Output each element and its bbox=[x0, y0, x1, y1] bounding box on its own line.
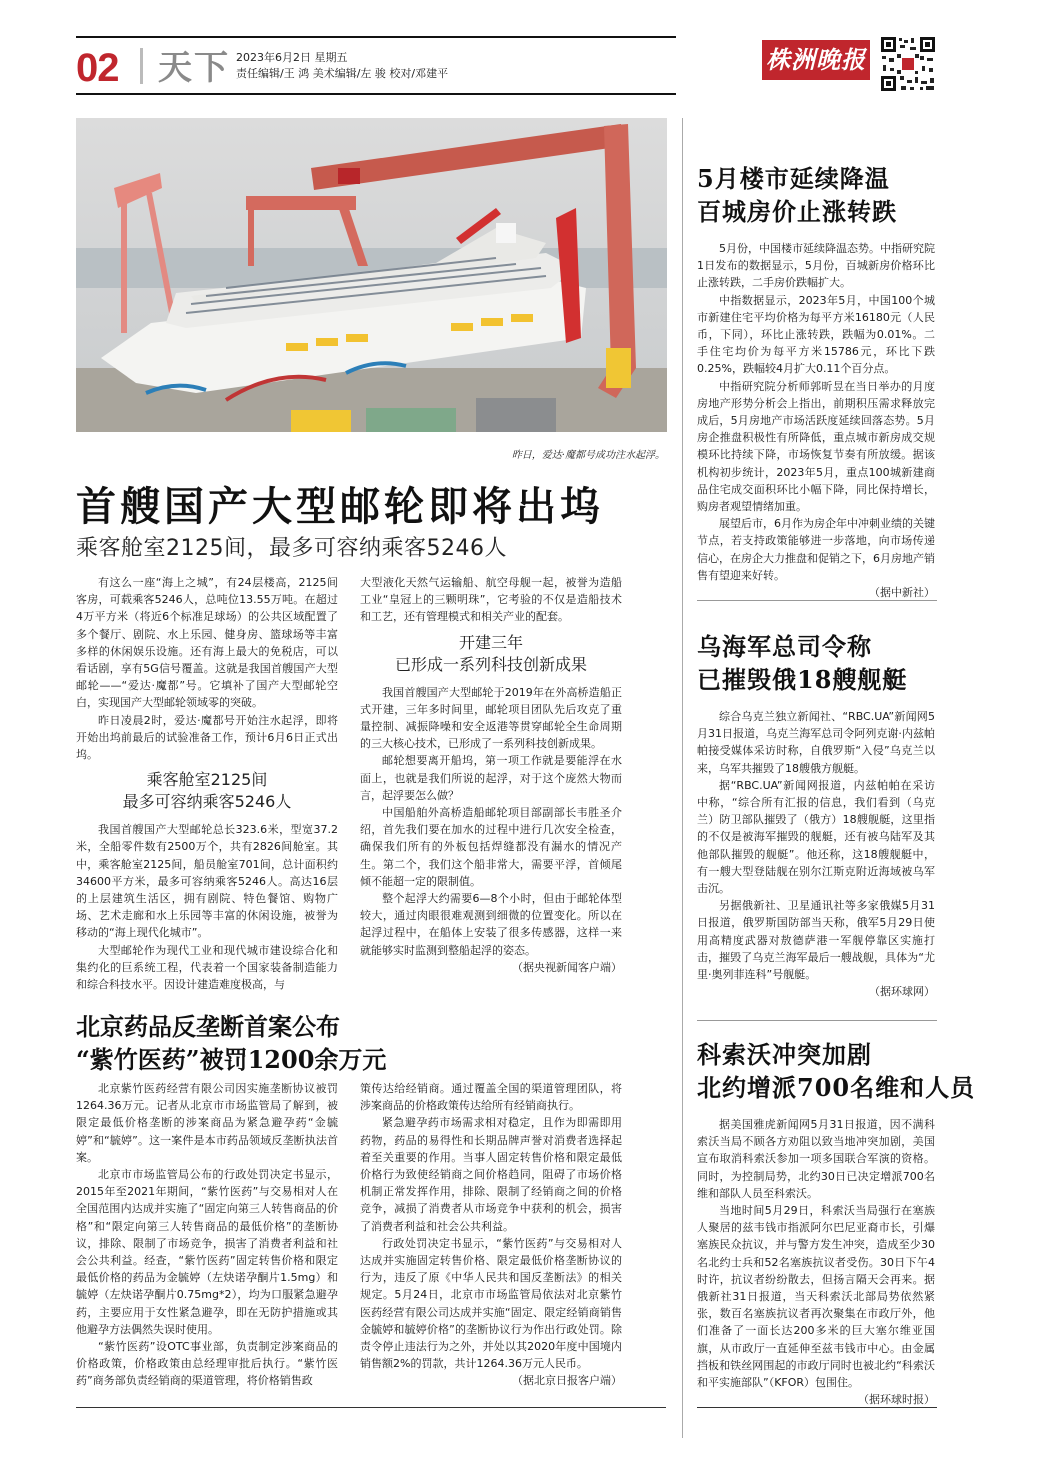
paragraph: 据“RBC.UA”新闻网报道，内兹帕帕在采访中称，“综合所有汇报的信息，我们看到（乌克兰）防卫部队摧毁了（俄方）18艘舰艇，这里指的不仅是被海军摧毁的舰艇，还有被乌陆军及其他部队摧毁的舰艇”。他还称，这18艘舰艇中，有一艘大型登陆舰在别尔江斯克附近海域被乌军击沉。 bbox=[697, 778, 935, 896]
cruise-ship-photo bbox=[76, 118, 667, 432]
section-divider bbox=[697, 1020, 937, 1021]
headline-line: 北约增派700名维和人员 bbox=[697, 1073, 976, 1102]
lead-subhead-1 bbox=[76, 769, 338, 813]
source-credit: （据北京日报客户端） bbox=[512, 1374, 622, 1388]
subhead-line: 最多可容纳乘客5246人 bbox=[122, 792, 292, 812]
headline-line: 北京药品反垄断首案公布 bbox=[76, 1012, 340, 1041]
source-credit: （据环球时报） bbox=[858, 1393, 935, 1407]
headline-line: 乌海军总司令称 bbox=[697, 632, 872, 661]
lead-headline: 首艘国产大型邮轮即将出坞 bbox=[76, 484, 604, 530]
source-credit: （据环球网） bbox=[869, 985, 935, 999]
paragraph: 综合乌克兰独立新闻社、“RBC.UA”新闻网5月31日报道，乌克兰海军总司令阿列克谢·内兹帕帕接受媒体采访时称，自俄罗斯“入侵”乌克兰以来，乌军共摧毁了18艘俄方舰艇。 bbox=[697, 710, 935, 775]
newspaper-logo: 株洲晚报 bbox=[762, 40, 870, 80]
subhead-line: 已形成一系列科技创新成果 bbox=[394, 654, 587, 674]
qr-code-icon bbox=[880, 36, 936, 92]
paragraph: 另据俄新社、卫星通讯社等多家俄媒5月31日报道，俄罗斯国防部当天称，俄军5月29日使用高精度武器对敖德萨港一军舰停靠区实施打击，摧毁了乌克兰海军最后一艘战舰，具体为“尤里·奥列菲连科”号舰艇。 bbox=[697, 899, 935, 982]
paragraph: 当地时间5月29日，科索沃当局强行在塞族人聚居的兹韦钱市指派阿尔巴尼亚裔市长，引爆塞族民众抗议，并与警方发生冲突，造成至少30名北约士兵和52名塞族抗议者受伤。30日下午4时许，抗议者纷纷散去，但扬言隔天会再来。据俄新社31日报道，当天科索沃北部局势依然紧张，数百名塞族抗议者再次聚集在市政厅外，他们准备了一面长达200多米的巨大塞尔维亚国旗，从市政厅一直延伸至兹韦钱市中心。由金属挡板和铁丝网围起的市政厅同时也被北约“科索沃和平实施部队”（KFOR）包围住。 bbox=[697, 1204, 935, 1390]
paragraph: 我国首艘国产大型邮轮于2019年在外高桥造船正式开建，三年多时间里，邮轮项目团队先后攻克了重量控制、减振降噪和安全返港等贯穿邮轮全生命周期的三大核心技术，已形成了一系列科技创新成果。 bbox=[360, 685, 622, 751]
paragraph: “紫竹医药”设OTC事业部，负责制定涉案商品的价格政策，价格政策由总经理审批后执行。“紫竹医药”商务部负责经销商的渠道管理，将价格销售政 bbox=[76, 1340, 338, 1388]
paragraph: 展望后市，6月作为房企年中冲刺业绩的关键节点，若支持政策能够进一步落地，向市场传递信心，在房企大力推盘和促销之下，6月房地产销售有望迎来好转。 bbox=[697, 517, 935, 582]
paragraph: 行政处罚决定书显示，“紫竹医药”与交易相对人达成并实施固定转售价格、限定最低价格垄断协议的行为，违反了原《中华人民共和国反垄断法》的相关规定。5月24日，北京市市场监管局依法对北京紫竹医药经营有限公司达成并实施“固定、限定经销商销售金毓婷和毓婷价格”的垄断协议行为作出行政处罚。除责令停止违法行为之外，并处以其2020年度中国境内销售额2%的罚款，共计1264.36万元人民币。 bbox=[360, 1236, 622, 1371]
masthead-top-rule bbox=[76, 36, 676, 38]
source-credit: （据中新社） bbox=[869, 586, 935, 600]
paragraph: 昨日凌晨2时，爱达·魔都号开始注水起浮，即将开始出坞前最后的试验准备工作，预计6月6日正式出坞。 bbox=[76, 713, 338, 762]
headline-line: 已摧毁俄18艘舰艇 bbox=[697, 665, 908, 694]
bottom-rule-right bbox=[697, 1407, 937, 1408]
masthead-meta bbox=[236, 50, 448, 82]
paragraph: 中国船舶外高桥造船邮轮项目部副部长韦胜圣介绍，首先我们要在加水的过程中进行几次安全检查，确保我们所有的外板包括焊缝都没有漏水的情况产生。第二个，我们这个船非常大，需要平浮，首倾尾倾不能超一定的限制值。 bbox=[360, 806, 622, 888]
section-divider bbox=[697, 600, 937, 601]
paragraph: 大型邮轮作为现代工业和现代城市建设综合化和集约化的巨系统工程，代表着一个国家装备制造能力和综合科技水平。因设计建造难度极高，与 bbox=[76, 943, 338, 992]
paragraph: 邮轮想要离开船坞，第一项工作就是要能浮在水面上，也就是我们所说的起浮，对于这个庞然大物而言，起浮要怎么做？ bbox=[360, 754, 622, 802]
lead-story-column-2 bbox=[360, 574, 622, 976]
lead-subheadline: 乘客舱室2125间，最多可容纳乘客5246人 bbox=[76, 536, 507, 561]
photo-caption: 昨日，爱达·魔都号成功注水起浮。 bbox=[511, 450, 665, 461]
issue-date: 2023年6月2日 星期五 bbox=[236, 51, 348, 64]
headline-line: 科索沃冲突加剧 bbox=[697, 1040, 872, 1069]
paragraph: 策传达给经销商。通过覆盖全国的渠道管理团队，将涉案商品的价格政策传达给所有经销商执行。 bbox=[360, 1082, 622, 1113]
headline-line: 百城房价止涨转跌 bbox=[697, 197, 897, 226]
beijing-headline bbox=[76, 1010, 386, 1076]
subhead-line: 乘客舱室2125间 bbox=[146, 770, 268, 790]
source-credit: （据央视新闻客户端） bbox=[512, 960, 622, 974]
section-title: 天下 bbox=[158, 48, 230, 88]
lead-story-column-1 bbox=[76, 574, 338, 993]
paragraph: 北京市市场监管局公布的行政处罚决定书显示，2015年至2021年期间，“紫竹医药”与交易相对人在全国范围内达成并实施了“固定向第三人转售商品的价格”和“限定向第三人转售商品的最低价格”的垄断协议，排除、限制了市场竞争，损害了消费者利益和社会公共利益。经查，“紫竹医药”固定转售价格和限定最低价格的药品为金毓婷（左炔诺孕酮片1.5mg）和毓婷（左炔诺孕酮片0.75mg*2），均为口服紧急避孕药，主要应用于女性紧急避孕，即在无防护措施或其他避孕方法偶然失误时使用。 bbox=[76, 1168, 338, 1336]
paragraph: 紧急避孕药市场需求相对稳定，且作为即需即用药物，药品的易得性和长期品牌声誉对消费者选择起着至关重要的作用。当事人固定转售价格和限定最低价格行为致使经销商之间价格趋同，阻碍了市场价格机制正常发挥作用，排除、限制了经销商之间的价格竞争，减损了消费者从市场竞争中获利的机会，损害了消费者利益和社会公共利益。 bbox=[360, 1116, 622, 1233]
bottom-rule-left bbox=[76, 1407, 666, 1408]
page-number: 02 bbox=[76, 46, 119, 90]
housing-headline bbox=[697, 162, 897, 228]
column-divider bbox=[682, 118, 683, 1438]
housing-story-body bbox=[697, 240, 935, 601]
paragraph: 据美国雅虎新闻网5月31日报道，因不满科索沃当局不顾各方劝阻以致当地冲突加剧，美国宣布取消科索沃参加一项多国联合军演的资格。同时，为控制局势，北约30日已决定增派700名维和部队人员至科索沃。 bbox=[697, 1118, 935, 1200]
paragraph: 我国首艘国产大型邮轮总长323.6米，型宽37.2米，全船零件数有2500万个，共有2826间舱室。其中，乘客舱室2125间，船员舱室701间，总计面积约34600平方米，最多可容纳乘客5246人。高达16层的上层建筑生活区，拥有剧院、特色餐馆、购物广场、艺术走廊和水上乐园等丰富的休闲设施，被誉为移动的“海上现代化城市”。 bbox=[76, 823, 338, 940]
paragraph: 中指研究院分析师郭昕昱在当日举办的月度房地产形势分析会上指出，前期积压需求释放完成后，5月房地产市场活跃度延续回落态势。5月房企推盘积极性有所降低，重点城市新房成交规模环比持续下降，市场恢复节奏有所放缓。据该机构初步统计，2023年5月，重点100城新建商品住宅成交面积环比小幅下降，同比保持增长，购房者观望情绪加重。 bbox=[697, 379, 935, 514]
editorial-staff: 责任编辑/王 鸿 美术编辑/左 骏 校对/邓建平 bbox=[236, 67, 449, 80]
headline-line: “紫竹医药”被罚1200余万元 bbox=[76, 1045, 387, 1074]
headline-line: 5月楼市延续降温 bbox=[697, 164, 890, 193]
kosovo-headline bbox=[697, 1038, 975, 1104]
ukraine-headline bbox=[697, 630, 907, 696]
ukraine-story-body bbox=[697, 708, 935, 1000]
beijing-story-column-2 bbox=[360, 1080, 622, 1390]
paragraph: 北京紫竹医药经营有限公司因实施垄断协议被罚1264.36万元。记者从北京市市场监管局了解到，被限定最低价格垄断的涉案商品为紧急避孕药“金毓婷”和“毓婷”。这一案件是本市药品领域反垄断执法首案。 bbox=[76, 1082, 338, 1164]
masthead-divider bbox=[140, 48, 143, 84]
paragraph: 大型液化天然气运输船、航空母舰一起，被誉为造船工业“皇冠上的三颗明珠”，它考验的不仅是造船技术和工艺，还有管理模式和相关产业的配套。 bbox=[360, 576, 622, 624]
subhead-line: 开建三年 bbox=[458, 632, 523, 652]
masthead-bottom-rule bbox=[76, 93, 676, 95]
paragraph: 5月份，中国楼市延续降温态势。中指研究院1日发布的数据显示，5月份，百城新房价格环比止涨转跌，二手房价跌幅扩大。 bbox=[697, 242, 935, 290]
paragraph: 整个起浮大约需要6—8个小时，但由于邮轮体型较大，通过肉眼很难观测到细微的位置变化。所以在起浮过程中，在船体上安装了很多传感器，这样一来就能够实时监测到整船起浮的姿态。 bbox=[360, 892, 622, 957]
paragraph: 中指数据显示，2023年5月，中国100个城市新建住宅平均价格为每平方米16180元（人民币，下同），环比止涨转跌，跌幅为0.01%。二手住宅均价为每平方米15786元，环比下跌0.25%，跌幅较4月扩大0.11个百分点。 bbox=[697, 293, 935, 376]
paragraph: 有这么一座“海上之城”，有24层楼高，2125间客房，可载乘客5246人，总吨位13.55万吨。在超过4万平方米（将近6个标准足球场）的公共区域配置了多个餐厅、剧院、水上乐园、健身房、篮球场等丰富多样的休闲娱乐设施。还有海上最大的免税店，可以看话剧，享有5G信号覆盖。这就是我国首艘国产大型邮轮——“爱达·魔都”号。它填补了国产大型邮轮空白，实现国产大型邮轮领域零的突破。 bbox=[76, 576, 338, 710]
beijing-story-column-1 bbox=[76, 1080, 338, 1390]
lead-subhead-2 bbox=[360, 632, 622, 676]
kosovo-story-body bbox=[697, 1116, 935, 1408]
